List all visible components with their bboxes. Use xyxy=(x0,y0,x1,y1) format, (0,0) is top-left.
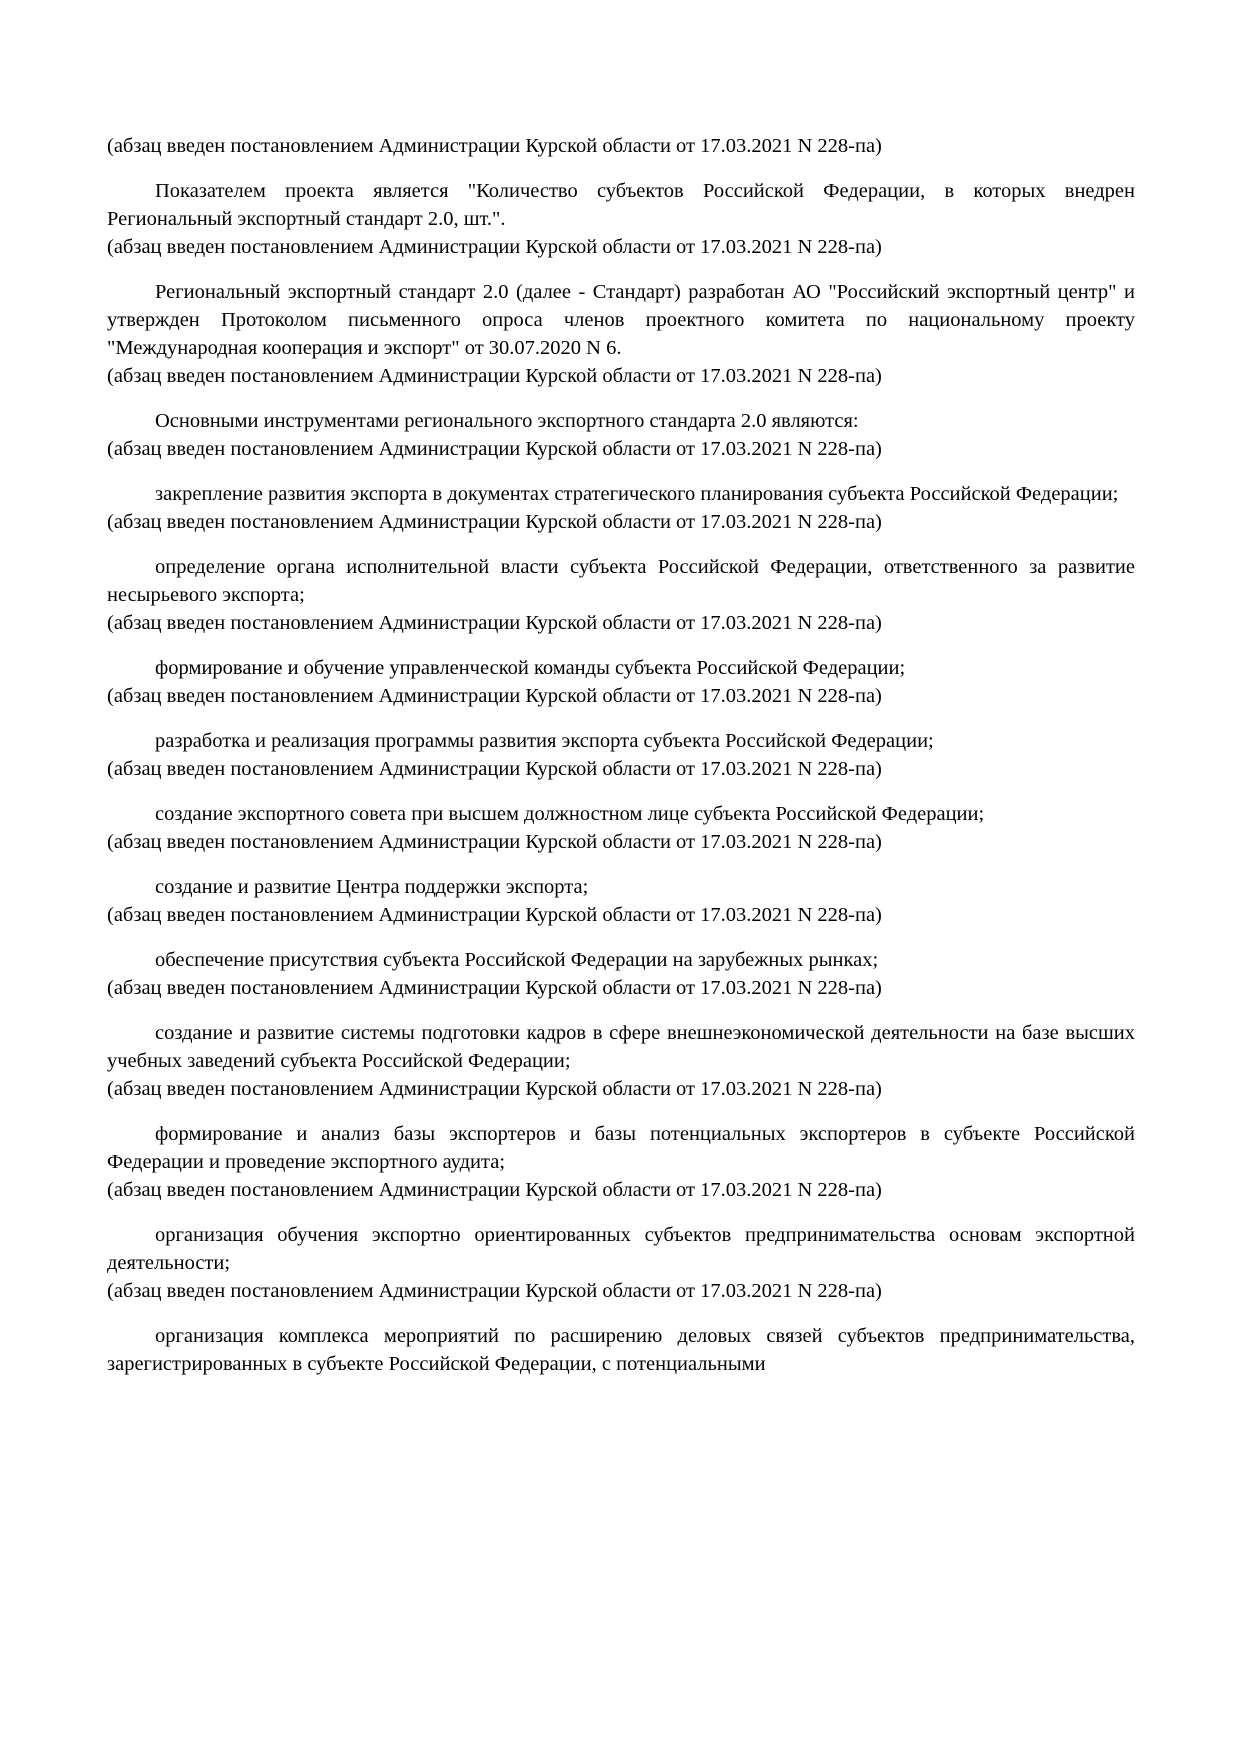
document-body xyxy=(107,132,1135,1378)
paragraph: Основными инструментами регионального экспортного стандарта 2.0 являются: xyxy=(155,410,859,432)
amendment-note: (абзац введен постановлением Администрации Курской области от 17.03.2021 N 228-па) xyxy=(107,977,882,999)
amendment-note: (абзац введен постановлением Администрации Курской области от 17.03.2021 N 228-па) xyxy=(107,1280,882,1302)
amendment-note: (абзац введен постановлением Администрации Курской области от 17.03.2021 N 228-па) xyxy=(107,511,882,533)
amendment-note: (абзац введен постановлением Администрации Курской области от 17.03.2021 N 228-па) xyxy=(107,1179,882,1201)
paragraph: формирование и обучение управленческой команды субъекта Российской Федерации; xyxy=(155,657,906,679)
paragraph: Показателем проекта является "Количество субъектов Российской Федерации, в которых внедрен Региональный экспортный стандарт 2.0, шт.". xyxy=(107,180,1135,230)
amendment-note: (абзац введен постановлением Администрации Курской области от 17.03.2021 N 228-па) xyxy=(107,438,882,460)
paragraph: Региональный экспортный стандарт 2.0 (далее - Стандарт) разработан АО "Российский экспортный центр" и утвержден Протоколом письменного опроса членов проектного комитета по национальному проекту "Международная кооперация и экспорт" от 30.07.2020 N 6. xyxy=(107,281,1135,359)
amendment-note: (абзац введен постановлением Администрации Курской области от 17.03.2021 N 228-па) xyxy=(107,612,882,634)
paragraph: закрепление развития экспорта в документах стратегического планирования субъекта Российской Федерации; xyxy=(155,483,1119,505)
paragraph: обеспечение присутствия субъекта Российской Федерации на зарубежных рынках; xyxy=(155,949,879,971)
amendment-note: (абзац введен постановлением Администрации Курской области от 17.03.2021 N 228-па) xyxy=(107,831,882,853)
paragraph: создание и развитие Центра поддержки экспорта; xyxy=(155,876,589,898)
amendment-note: (абзац введен постановлением Администрации Курской области от 17.03.2021 N 228-па) xyxy=(107,236,882,258)
amendment-note: (абзац введен постановлением Администрации Курской области от 17.03.2021 N 228-па) xyxy=(107,685,882,707)
paragraph: создание экспортного совета при высшем должностном лице субъекта Российской Федерации; xyxy=(155,803,985,825)
amendment-note: (абзац введен постановлением Администрации Курской области от 17.03.2021 N 228-па) xyxy=(107,758,882,780)
paragraph: формирование и анализ базы экспортеров и базы потенциальных экспортеров в субъекте Российской Федерации и проведение экспортного аудита; xyxy=(107,1123,1135,1173)
amendment-note: (абзац введен постановлением Администрации Курской области от 17.03.2021 N 228-па) xyxy=(107,1078,882,1100)
paragraph: определение органа исполнительной власти субъекта Российской Федерации, ответственного за развитие несырьевого экспорта; xyxy=(107,556,1135,606)
paragraph: организация комплекса мероприятий по расширению деловых связей субъектов предпринимательства, зарегистрированных в субъекте Российской Федерации, с потенциальными xyxy=(107,1325,1135,1375)
paragraph: создание и развитие системы подготовки кадров в сфере внешнеэкономической деятельности на базе высших учебных заведений субъекта Российской Федерации; xyxy=(107,1022,1135,1072)
amendment-note: (абзац введен постановлением Администрации Курской области от 17.03.2021 N 228-па) xyxy=(107,135,882,157)
paragraph: разработка и реализация программы развития экспорта субъекта Российской Федерации; xyxy=(155,730,934,752)
amendment-note: (абзац введен постановлением Администрации Курской области от 17.03.2021 N 228-па) xyxy=(107,904,882,926)
amendment-note: (абзац введен постановлением Администрации Курской области от 17.03.2021 N 228-па) xyxy=(107,365,882,387)
paragraph: организация обучения экспортно ориентированных субъектов предпринимательства основам экспортной деятельности; xyxy=(107,1224,1135,1274)
